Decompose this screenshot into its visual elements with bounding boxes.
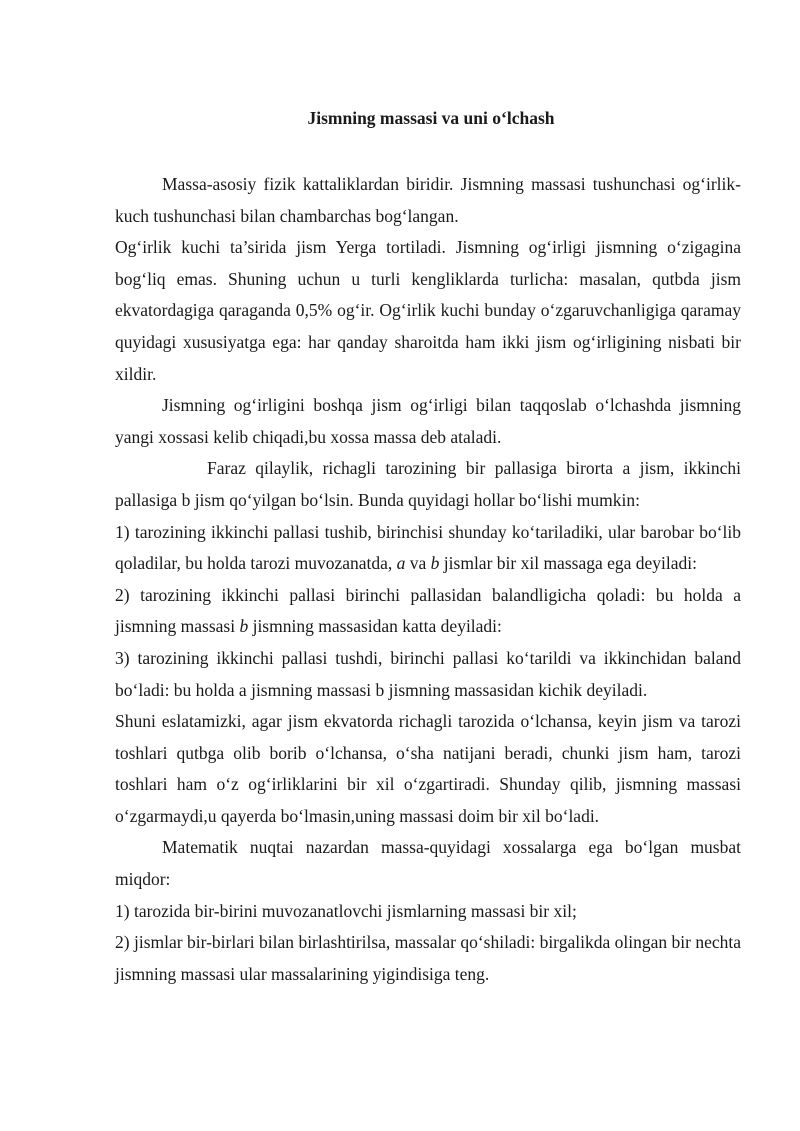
- property-2: 2) jismlar bir-birlari bilan birlashtirilsa, massalar qo‘shiladi: birgalikda olingan bir nechta jismning massasi ular massalarining yigindisiga teng.: [115, 932, 741, 984]
- variable-b: b: [239, 616, 249, 637]
- paragraph-1: Massa-asosiy fizik kattaliklardan biridir. Jismning massasi tushunchasi og‘irlik-kuch tushunchasi bilan chambarchas bog‘langan.: [115, 174, 741, 226]
- variable-a: a: [396, 553, 406, 574]
- list-item-3: 3) tarozining ikkinchi pallasi tushdi, birinchi pallasi ko‘tarildi va ikkinchidan baland bo‘ladi: bu holda a jismning massasi b jismning massasidan kichik deyiladi.: [115, 647, 741, 700]
- paragraph-2: Og‘irlik kuchi ta’sirida jism Yerga tortiladi. Jismning og‘irligi jismning o‘zigagina bog‘liq emas. Shuning uchun u turli kengliklarda turlicha: masalan, qutbda jism ekvatordagiga qaraganda 0,5% og‘ir. Og‘irlik kuchi bunday o‘zgaruvchanligiga qaramay quyidagi xususiyatga ega: har qanday sharoitda ham ikki jism og‘irligining nisbati bir xildir.: [115, 237, 741, 384]
- property-1: 1) tarozida bir-birini muvozanatlovchi jismlarning massasi bir xil;: [115, 900, 577, 921]
- paragraph-5: Shuni eslatamizki, agar jism ekvatorda richagli tarozida o‘lchansa, keyin jism va tarozi toshlari qutbga olib borib o‘lchansa, o‘sha natijani beradi, chunki jism ham, tarozi toshlari ham o‘z og‘irliklarini bir xil o‘zgartiradi. Shunday qilib, jismning massasi o‘zgarmaydi,u qayerda bo‘lmasin,uning massasi doim bir xil bo‘ladi.: [115, 711, 741, 826]
- variable-b: b: [430, 553, 440, 574]
- list-item-2-text-b: jismning massasidan katta deyiladi:: [248, 616, 502, 637]
- list-item-1-text-b: va: [405, 553, 431, 574]
- paragraph-6: Matematik nuqtai nazardan massa-quyidagi xossalarga ega bo‘lgan musbat miqdor:: [115, 837, 741, 890]
- list-item-1-text-a: 1) tarozining ikkinchi pallasi tushib, birinchisi shunday ko‘tariladiki, ular barobar bo‘lib qoladilar, bu holda tarozi muvozanatda,: [115, 521, 741, 574]
- document-body: [115, 169, 741, 990]
- page-title: Jismning massasi va uni o‘lchash: [307, 108, 555, 128]
- list-item-1-text-c: jismlar bir xil massaga ega deyiladi:: [439, 553, 697, 574]
- list-item-2-text-a: 2) tarozining ikkinchi pallasi birinchi pallasidan balandligicha qoladi: bu holda a jismning massasi: [115, 584, 741, 637]
- list-item-2: [115, 580, 741, 643]
- paragraph-3: Jismning og‘irligini boshqa jism og‘irligi bilan taqqoslab o‘lchashda jismning yangi xossasi kelib chiqadi,bu xossa massa deb ataladi.: [115, 395, 741, 447]
- list-item-1: [115, 517, 741, 580]
- paragraph-4: Faraz qilaylik, richagli tarozining bir pallasiga birorta a jism, ikkinchi pallasiga b jism qo‘yilgan bo‘lsin. Bunda quyidagi hollar bo‘lishi mumkin:: [115, 458, 741, 510]
